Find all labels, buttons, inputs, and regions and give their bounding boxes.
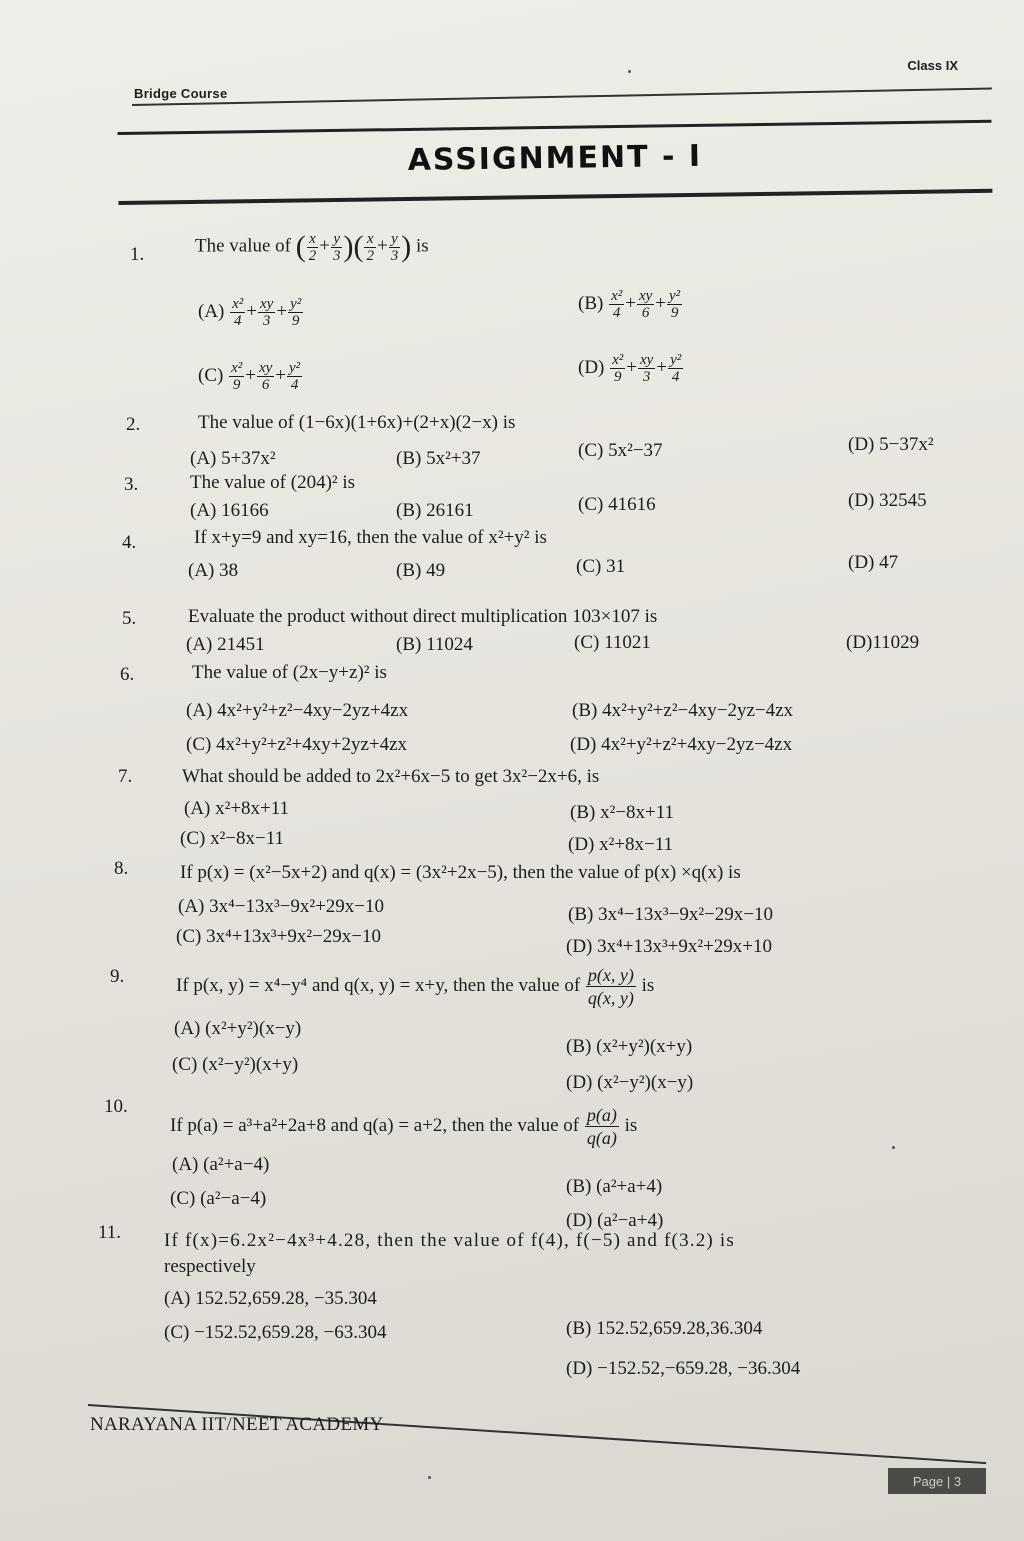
title-band [117, 120, 992, 205]
option-3a: (A) 16166 [190, 500, 269, 521]
option-6d: (D) 4x²+y²+z²+4xy−2yz−4zx [570, 734, 793, 755]
option-6b: (B) 4x²+y²+z²−4xy−2yz−4zx [572, 700, 794, 721]
question-8-text: If p(x) = (x²−5x+2) and q(x) = (3x²+2x−5), then the value of p(x) ×q(x) is [180, 862, 741, 883]
question-number: 7. [118, 766, 133, 787]
paper-speck [428, 1476, 431, 1479]
question-6-text: The value of (2x−y+z)² is [192, 662, 387, 683]
option-3d: (D) 32545 [848, 490, 927, 511]
option-11a: (A) 152.52,659.28, −35.304 [164, 1288, 377, 1309]
option-10b: (B) (a²+a+4) [566, 1176, 663, 1197]
option-7c: (C) x²−8x−11 [180, 828, 284, 849]
header-rule [132, 87, 992, 106]
class-label: Class IX [907, 58, 958, 73]
option-5b: (B) 11024 [396, 634, 473, 655]
question-10-text: If p(a) = a³+a²+2a+8 and q(a) = a+2, then the value of $\frac{p(a)}{q(a)}$ is [170, 1105, 638, 1148]
course-label: Bridge Course [134, 86, 228, 101]
option-9d: (D) (x²−y²)(x−y) [566, 1072, 694, 1093]
option-1c: (C) $\frac{\text{x²}}{9}$ + $\frac{xy}{6}$ + $\frac{\text{y²}}{4}$ [198, 360, 301, 393]
paper-speck [892, 1146, 895, 1149]
question-9-text: If p(x, y) = x⁴−y⁴ and q(x, y) = x+y, then the value of $\frac{p(x, y)}{q(x, y)}$ is [176, 965, 655, 1008]
option-5c: (C) 11021 [574, 632, 651, 653]
option-6a: (A) 4x²+y²+z²−4xy−2yz+4zx [186, 700, 409, 721]
question-11-text: If f(x)=6.2x²−4x³+4.28, then the value of f(4), f(−5) and f(3.2) is [164, 1230, 735, 1251]
option-7a: (A) x²+8x+11 [184, 798, 290, 819]
question-number: 1. [130, 244, 145, 265]
page-number-badge: Page | 3 [888, 1468, 986, 1494]
assignment-title: ASSIGNMENT - I [407, 138, 703, 178]
question-3-text: The value of (204)² is [190, 472, 356, 493]
option-7b: (B) x²−8x+11 [570, 802, 674, 823]
option-1a: (A) $\frac{\text{x²}}{4}$ + $\frac{xy}{3}$ + $\frac{\text{y²}}{9}$ [198, 296, 302, 329]
question-4-text: If x+y=9 and xy=16, then the value of x²+y² is [194, 527, 547, 548]
question-number: 3. [124, 474, 139, 495]
option-2a: (A) 5+37x² [190, 448, 276, 469]
option-8a: (A) 3x⁴−13x³−9x²+29x−10 [178, 896, 385, 917]
question-5-text: Evaluate the product without direct multiplication 103×107 is [188, 606, 658, 627]
option-4d: (D) 47 [848, 552, 899, 573]
option-9a: (A) (x²+y²)(x−y) [174, 1018, 302, 1039]
option-7d: (D) x²+8x−11 [568, 834, 674, 855]
option-10c: (C) (a²−a−4) [170, 1188, 267, 1209]
academy-name: NARAYANA IIT/NEET ACADEMY [90, 1414, 384, 1435]
question-number: 5. [122, 608, 137, 629]
option-8b: (B) 3x⁴−13x³−9x²−29x−10 [568, 904, 773, 925]
question-number: 10. [104, 1096, 128, 1117]
option-5a: (A) 21451 [186, 634, 265, 655]
question-2-text: The value of (1−6x)(1+6x)+(2+x)(2−x) is [198, 412, 516, 433]
option-9b: (B) (x²+y²)(x+y) [566, 1036, 693, 1057]
option-8d: (D) 3x⁴+13x³+9x²+29x+10 [566, 936, 773, 957]
question-number: 8. [114, 858, 129, 879]
question-number: 9. [110, 966, 125, 987]
option-2b: (B) 5x²+37 [396, 448, 481, 469]
question-11-text-cont: respectively [164, 1256, 256, 1277]
option-1d: (D) $\frac{\text{x²}}{9}$ + $\frac{xy}{3}$ + $\frac{\text{y²}}{4}$ [578, 352, 682, 385]
question-number: 11. [98, 1222, 122, 1243]
question-1-text: The value of ( $\frac{x}{2}$ + $\frac{y}{3}$ )( $\frac{x}{2}$ + $\frac{y}{3}$ ) is [195, 230, 429, 264]
option-4a: (A) 38 [188, 560, 239, 581]
option-2c: (C) 5x²−37 [578, 440, 663, 461]
question-number: 4. [122, 532, 137, 553]
option-4c: (C) 31 [576, 556, 626, 577]
option-9c: (C) (x²−y²)(x+y) [172, 1054, 299, 1075]
option-10d: (D) (a²−a+4) [566, 1210, 664, 1231]
option-5d: (D)11029 [846, 632, 920, 653]
question-7-text: What should be added to 2x²+6x−5 to get 3x²−2x+6, is [182, 766, 600, 787]
option-10a: (A) (a²+a−4) [172, 1154, 270, 1175]
option-11c: (C) −152.52,659.28, −63.304 [164, 1322, 387, 1343]
option-3c: (C) 41616 [578, 494, 656, 515]
question-number: 6. [120, 664, 135, 685]
option-3b: (B) 26161 [396, 500, 474, 521]
option-11d: (D) −152.52,−659.28, −36.304 [566, 1358, 801, 1379]
option-1b: (B) $\frac{\text{x²}}{4}$ + $\frac{xy}{6}$ + $\frac{\text{y²}}{9}$ [578, 288, 681, 321]
option-8c: (C) 3x⁴+13x³+9x²−29x−10 [176, 926, 381, 947]
option-11b: (B) 152.52,659.28,36.304 [566, 1318, 763, 1339]
paper-speck [628, 70, 631, 73]
option-4b: (B) 49 [396, 560, 446, 581]
option-6c: (C) 4x²+y²+z²+4xy+2yz+4zx [186, 734, 408, 755]
question-number: 2. [126, 414, 141, 435]
option-2d: (D) 5−37x² [848, 434, 934, 455]
